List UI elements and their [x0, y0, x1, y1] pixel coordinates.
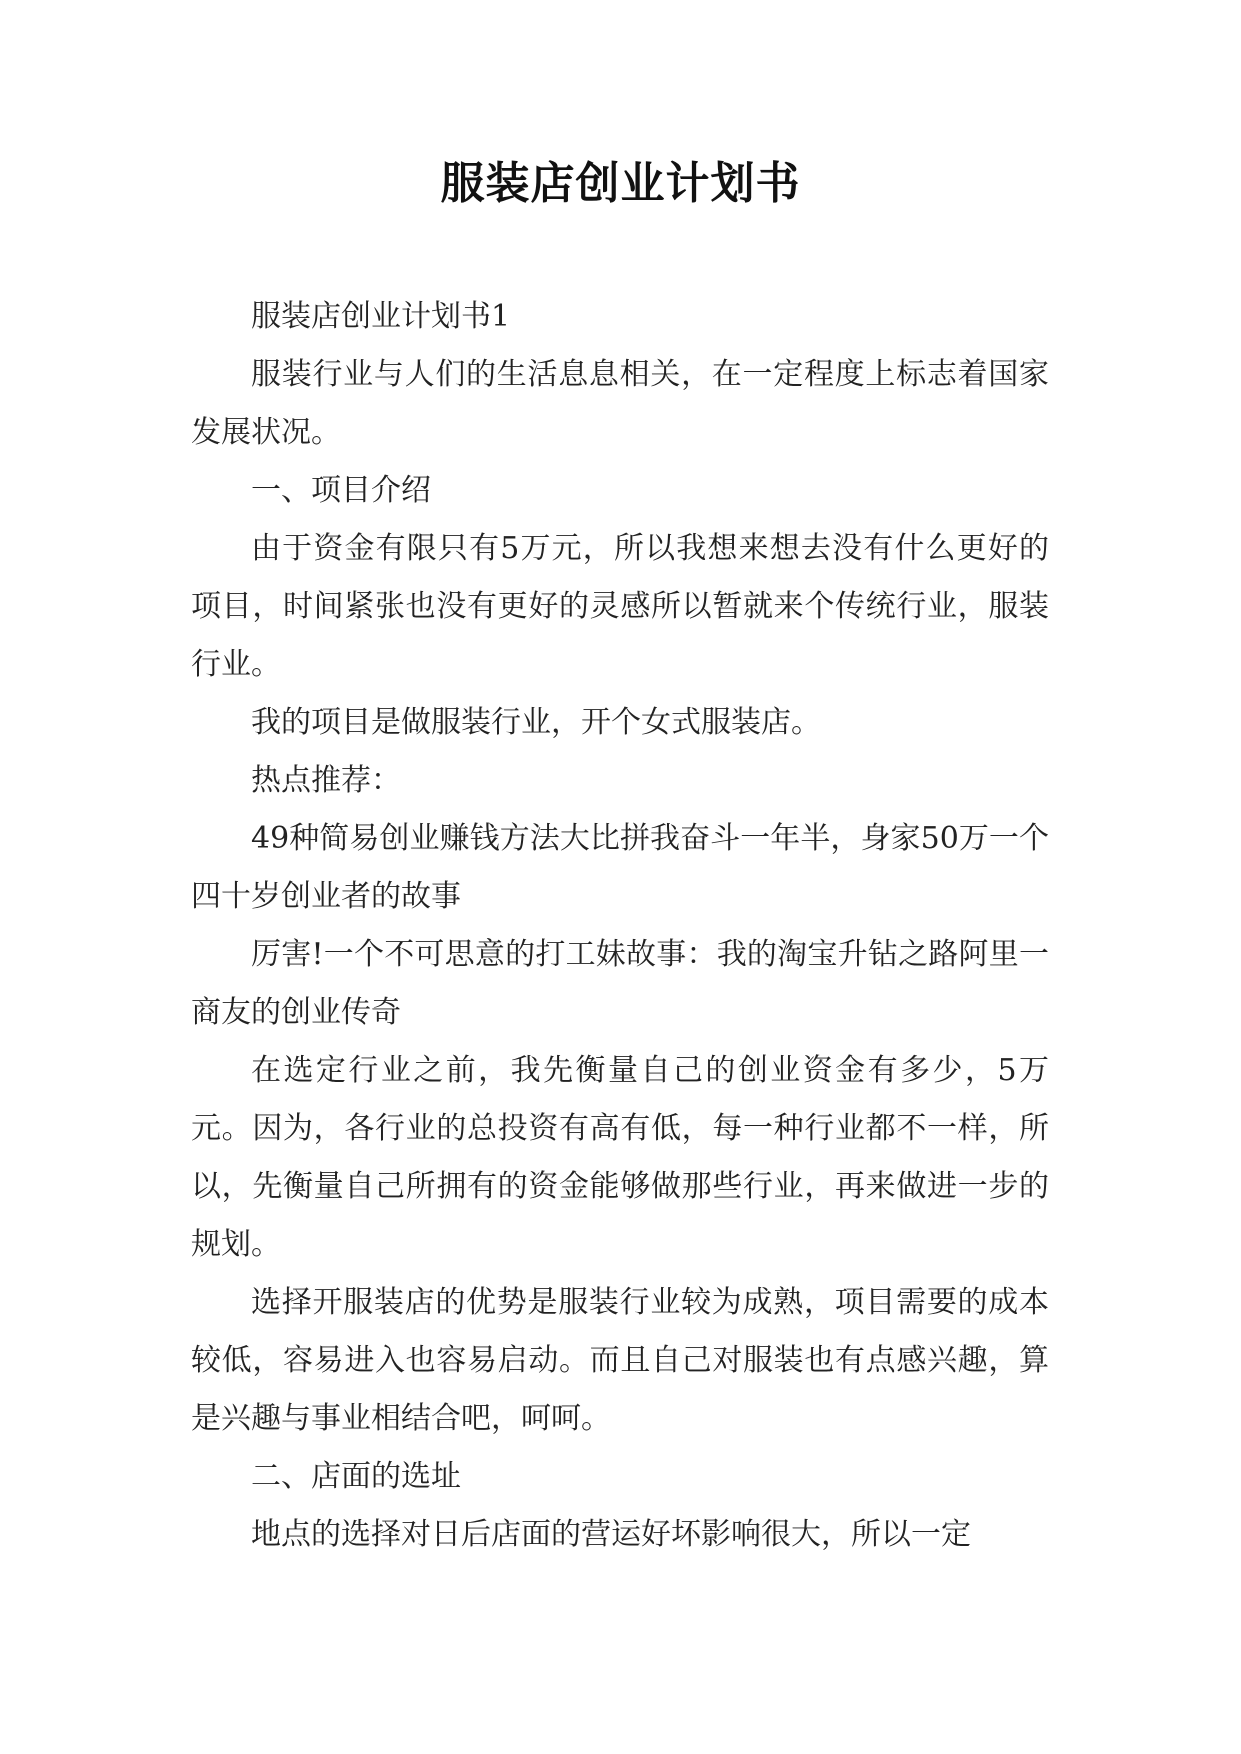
document-body: [191, 288, 1049, 1564]
recommend-item: 49种简易创业赚钱方法大比拼我奋斗一年半，身家50万一个四十岁创业者的故事: [191, 821, 1049, 914]
recommend-item: 厉害!一个不可思意的打工妹故事：我的淘宝升钻之路阿里一商友的创业传奇: [191, 937, 1049, 1030]
subtitle-paragraph: 服装店创业计划书1: [251, 299, 511, 334]
section-heading-project-intro: 一、项目介绍: [251, 473, 431, 508]
hot-recommend-label: 热点推荐：: [251, 763, 401, 798]
body-paragraph: 选择开服装店的优势是服装行业较为成熟，项目需要的成本较低，容易进入也容易启动。而且自己对服装也有点感兴趣，算是兴趣与事业相结合吧，呵呵。: [191, 1285, 1049, 1436]
document-title: 服装店创业计划书: [440, 158, 801, 209]
body-paragraph: 地点的选择对日后店面的营运好坏影响很大，所以一定: [251, 1517, 971, 1552]
section-heading-store-location: 二、店面的选址: [251, 1459, 461, 1494]
body-paragraph: 我的项目是做服装行业，开个女式服装店。: [251, 705, 821, 740]
body-paragraph: 在选定行业之前，我先衡量自己的创业资金有多少，5万元。因为，各行业的总投资有高有低，每一种行业都不一样，所以，先衡量自己所拥有的资金能够做那些行业，再来做进一步的规划。: [191, 1053, 1049, 1262]
body-paragraph: 由于资金有限只有5万元，所以我想来想去没有什么更好的项目，时间紧张也没有更好的灵感所以暂就来个传统行业，服装行业。: [191, 531, 1049, 682]
intro-paragraph: 服装行业与人们的生活息息相关，在一定程度上标志着国家发展状况。: [191, 357, 1049, 450]
